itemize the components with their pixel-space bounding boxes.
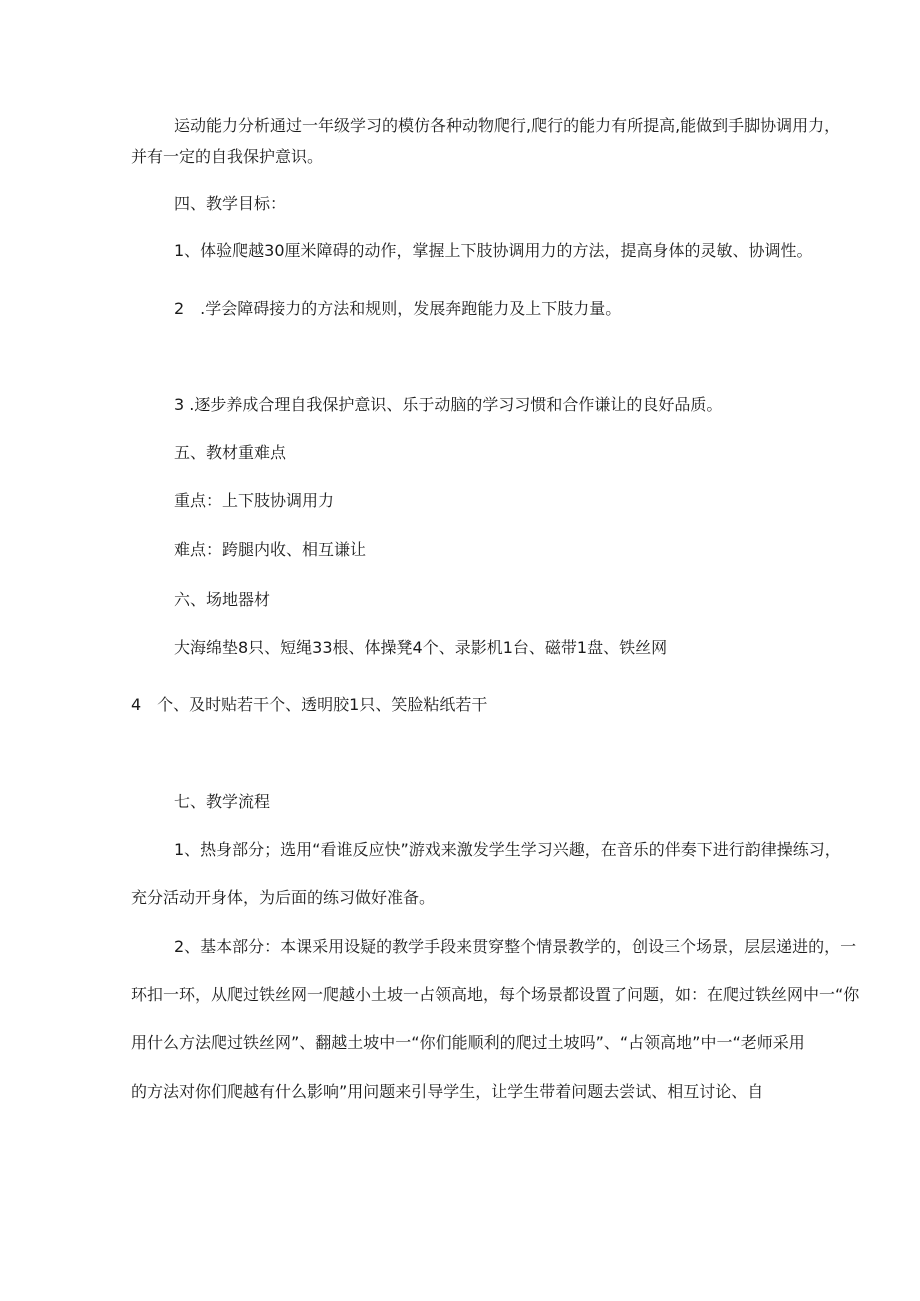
paragraph-line: 的方法对你们爬越有什么影响”用问题来引导学生，让学生带着问题去尝试、相互讨论、自 bbox=[131, 1082, 764, 1101]
paragraph-line: 重点：上下肢协调用力 bbox=[174, 491, 335, 510]
paragraph-line: 1、热身部分；选用“看谁反应快”游戏来激发学生学习兴趣，在音乐的伴奏下进行韵律操练习， bbox=[174, 840, 841, 859]
paragraph-line: 并有一定的自我保护意识。 bbox=[131, 147, 324, 166]
paragraph-line: 环扣一环，从爬过铁丝网一爬越小土坡一占领高地，每个场景都设置了问题，如：在爬过铁丝网中一“你 bbox=[131, 985, 860, 1004]
paragraph-line: 2、基本部分：本课采用设疑的教学手段来贯穿整个情景教学的，创设三个场景，层层递进的，一 bbox=[174, 937, 857, 956]
section-heading: 六、场地器材 bbox=[174, 590, 271, 609]
paragraph-line: 大海绵垫8只、短绳33根、体操凳4个、录影机1台、磁带1盘、铁丝网 bbox=[174, 638, 668, 657]
paragraph-line: 充分活动开身体，为后面的练习做好准备。 bbox=[131, 888, 436, 907]
paragraph-line: 运动能力分析通过一年级学习的模仿各种动物爬行,爬行的能力有所提高,能做到手脚协调用力， bbox=[174, 116, 841, 135]
paragraph-line: 1、体验爬越30厘米障碍的动作，掌握上下肢协调用力的方法，提高身体的灵敏、协调性。 bbox=[174, 241, 813, 260]
section-heading: 七、教学流程 bbox=[174, 792, 271, 811]
section-heading: 五、教材重难点 bbox=[174, 443, 287, 462]
paragraph-line: 用什么方法爬过铁丝网”、翻越土坡中一“你们能顺利的爬过土坡吗”、“占领高地”中一“老师采用 bbox=[131, 1033, 805, 1052]
paragraph-line: 3 .逐步养成合理自我保护意识、乐于动脑的学习习惯和合作谦让的良好品质。 bbox=[174, 395, 723, 414]
paragraph-line: 2 .学会障碍接力的方法和规则，发展奔跑能力及上下肢力量。 bbox=[174, 299, 622, 318]
section-heading: 四、教学目标： bbox=[174, 194, 287, 213]
paragraph-line: 4 个、及时贴若干个、透明胶1只、笑脸粘纸若干 bbox=[131, 695, 488, 714]
paragraph-line: 难点：跨腿内收、相互谦让 bbox=[174, 540, 367, 559]
